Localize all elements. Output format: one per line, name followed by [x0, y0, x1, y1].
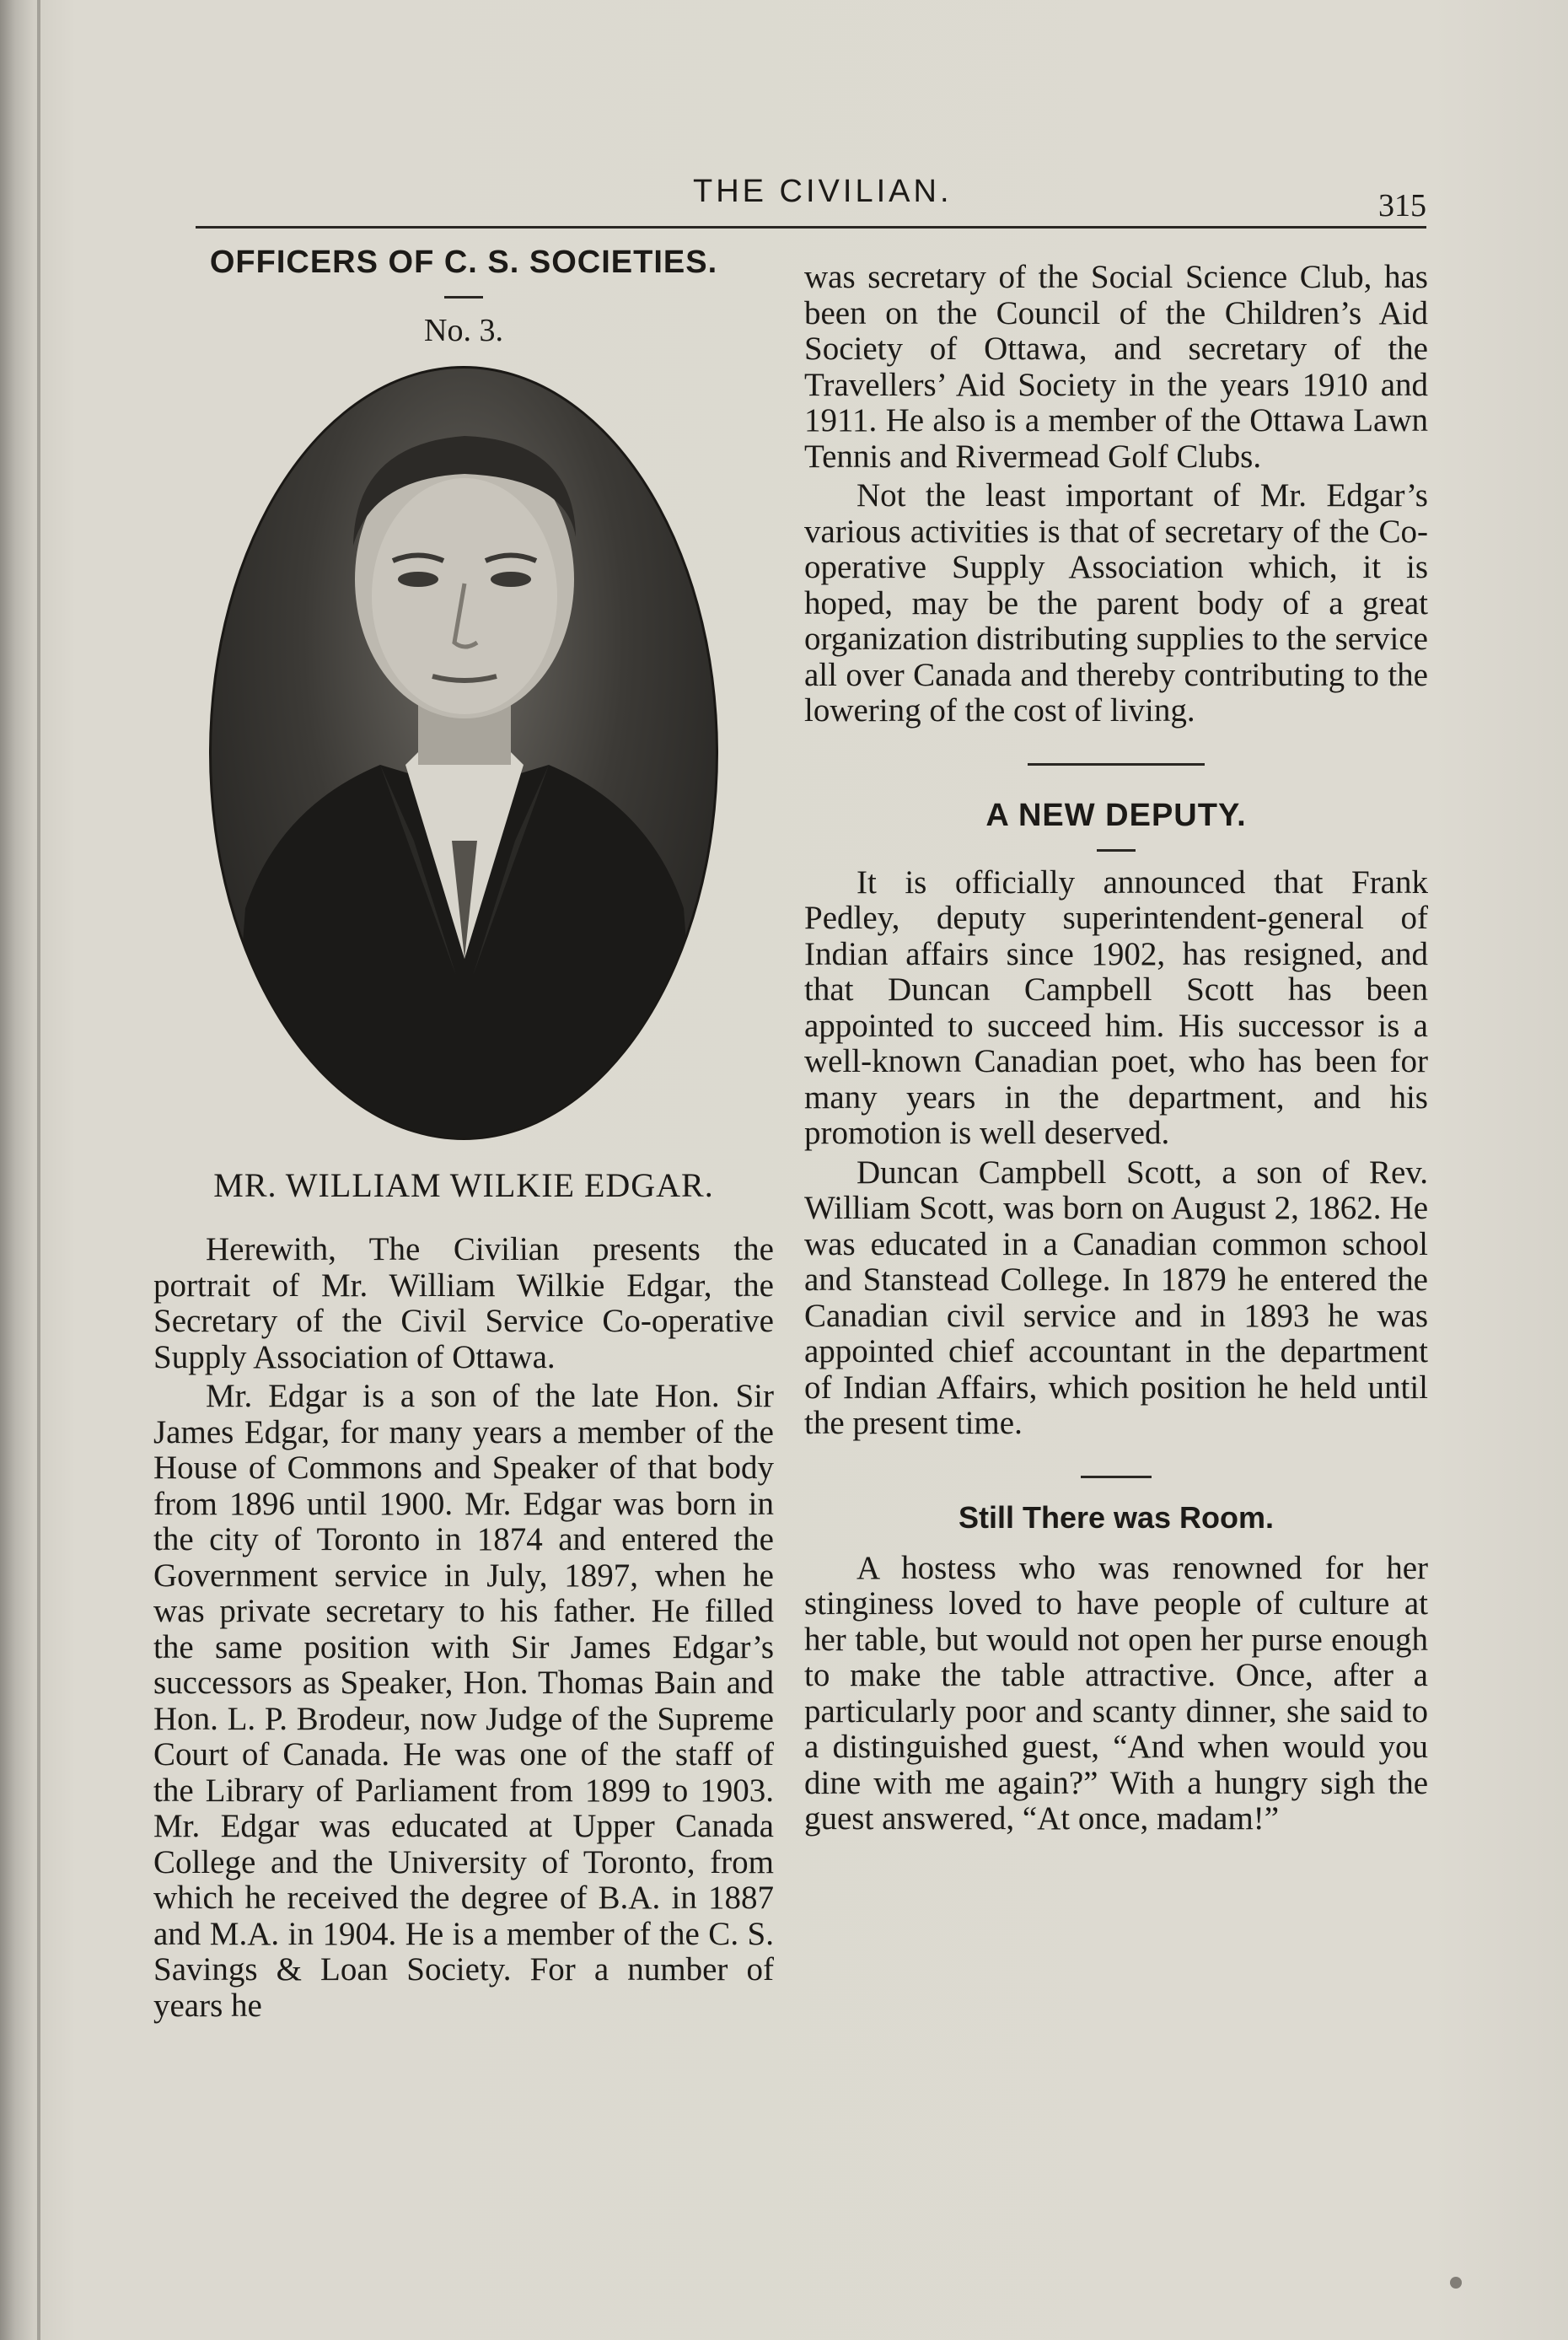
section-title: OFFICERS OF C. S. SOCIETIES. — [209, 245, 718, 280]
series-number: No. 3. — [424, 313, 503, 348]
article-divider — [1081, 1476, 1152, 1478]
portrait-caption: MR. WILLIAM WILKIE EDGAR. — [213, 1166, 714, 1204]
ink-spot — [1450, 2277, 1462, 2289]
binding-shadow — [37, 0, 40, 2340]
header-rule — [196, 226, 1426, 229]
portrait-figure — [212, 368, 716, 1138]
publication-title: THE CIVILIAN. — [693, 174, 953, 209]
page-number: 315 — [1378, 188, 1426, 223]
article-title-new-deputy: A NEW DEPUTY. — [985, 797, 1247, 833]
portrait-photo — [209, 366, 718, 1140]
scott-biography-paragraph: Duncan Campbell Scott, a son of Rev. William Scott, was born on August 2, 1862. He was educated in a Canadian common school and Stanstead College. In 1879 he entered the Canadian civil service and in 1893 he was appointed chief accountant in the department of Indian Affairs, which position he held until the present time. — [804, 1154, 1428, 1441]
anecdote-paragraph: A hostess who was renowned for her stinginess loved to have people of culture at her table, but would not open her purse enough to make the table attractive. Once, after a particularly poor and scanty dinner, she said to a distinguished guest, “And when would you dine with me again?” With a hungry sigh the guest answered, “At once, madam!” — [804, 1549, 1428, 1837]
left-column — [153, 245, 774, 2024]
page-header — [196, 169, 1426, 228]
activities-paragraph: Not the least important of Mr. Edgar’s various activities is that of secretary of the Co-operative Supply Association which, it is hoped, may be the parent body of a great organization distributing supplies to the service all over Canada and thereby contributing to the lowering of the cost of living. — [804, 477, 1428, 729]
article-title-still-there-was-room: Still There was Room. — [958, 1499, 1275, 1535]
title-rule — [444, 296, 483, 299]
article-divider — [1028, 763, 1205, 766]
continuation-paragraph: was secretary of the Social Science Club, has been on the Council of the Children’s Aid Society of Ottawa, and secretary of the Travellers’ Aid Society in the years 1910 and 1911. He also is a member of the Ottawa Lawn Tennis and Rivermead Golf Clubs. — [804, 259, 1428, 475]
biography-paragraph: Mr. Edgar is a son of the late Hon. Sir James Edgar, for many years a member of the House of Commons and Speaker of that body from 1896 until 1900. Mr. Edgar was born in the city of Toronto in 1874 and entered the Government service in July, 1897, when he was private secretary to his father. He filled the same position with Sir James Edgar’s successors as Speaker, Hon. Thomas Bain and Hon. L. P. Brodeur, now Judge of the Supreme Court of Canada. He was one of the staff of the Library of Parliament from 1899 to 1903. Mr. Edgar was educated at Upper Canada College and the University of Toronto, from which he received the degree of B.A. in 1887 and M.A. in 1904. He is a member of the C. S. Savings & Loan Society. For a number of years he — [153, 1378, 774, 2024]
title-rule — [1097, 849, 1136, 852]
right-column — [804, 260, 1428, 1837]
intro-paragraph: Herewith, The Civilian presents the portrait of Mr. William Wilkie Edgar, the Secretary of the Civil Service Co-operative Supply Association of Ottawa. — [153, 1231, 774, 1375]
announcement-paragraph: It is officially announced that Frank Pedley, deputy superintendent-general of Indian affairs since 1902, has resigned, and that Duncan Campbell Scott has been appointed to succeed him. His successor is a well-known Canadian poet, who has been for many years in the department, and his promotion is well deserved. — [804, 863, 1428, 1151]
